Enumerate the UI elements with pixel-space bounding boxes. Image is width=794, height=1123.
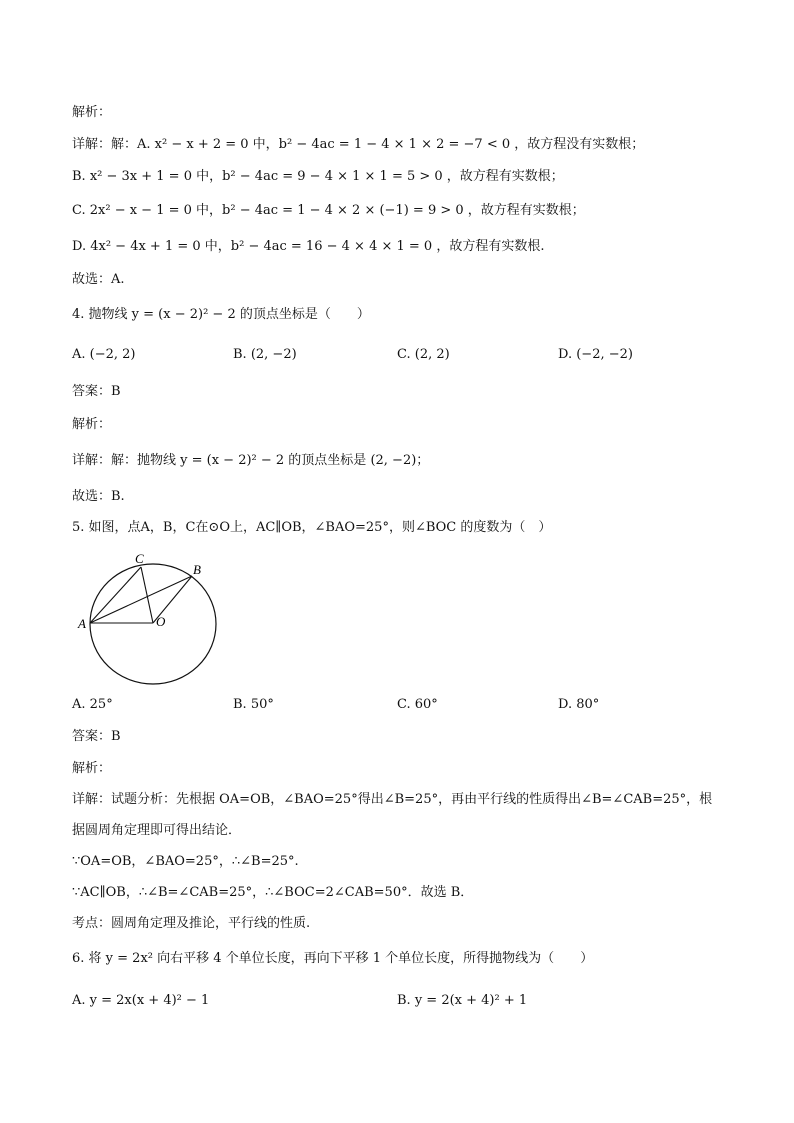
q4-detail: 详解：解：抛物线 y = (x − 2)² − 2 的顶点坐标是 (2, −2)； xyxy=(72,453,430,468)
q5-option-d: D. 80° xyxy=(558,697,600,712)
q3-detail-a: 详解：解：A. x² − x + 2 = 0 中，b² − 4ac = 1 − 4 × 1 × 2 = −7 < 0 ，故方程没有实数根； xyxy=(72,137,645,152)
q5-option-a: A. 25° xyxy=(72,697,113,712)
q4-question: 4. 抛物线 y = (x − 2)² − 2 的顶点坐标是（ ） xyxy=(72,307,370,322)
q5-answer: 答案：B xyxy=(72,729,121,744)
q5-detail-line2: 据圆周角定理即可得出结论． xyxy=(72,823,242,838)
q3-detail-d: D. 4x² − 4x + 1 = 0 中，b² − 4ac = 16 − 4 × 4 × 1 = 0 ，故方程有实数根. xyxy=(72,239,545,254)
q4-option-d: D. (−2, −2) xyxy=(558,347,633,362)
label-a: A xyxy=(78,616,86,631)
q3-detail-b: B. x² − 3x + 1 = 0 中，b² − 4ac = 9 − 4 × 1 × 1 = 5 > 0 ，故方程有实数根； xyxy=(72,169,564,184)
q4-option-c: C. (2, 2) xyxy=(397,347,450,362)
q5-option-b: B. 50° xyxy=(233,697,274,712)
q3-detail-c: C. 2x² − x − 1 = 0 中，b² − 4ac = 1 − 4 × 2 × (−1) = 9 > 0 ，故方程有实数根； xyxy=(72,203,585,218)
q3-choice: 故选：A. xyxy=(72,272,125,287)
label-c: C xyxy=(135,551,144,566)
q5-step2: ∵AC∥OB，∴∠B=∠CAB=25°，∴∠BOC=2∠CAB=50°．故选 B． xyxy=(72,885,474,900)
q6-option-a: A. y = 2x(x + 4)² − 1 xyxy=(72,993,210,1008)
label-o: O xyxy=(156,614,166,629)
q6-option-b: B. y = 2(x + 4)² + 1 xyxy=(397,993,528,1008)
circle-figure xyxy=(72,550,232,690)
q4-option-a: A. (−2, 2) xyxy=(72,347,136,362)
q5-question: 5. 如图，点A，B，C在⊙O上，AC∥OB，∠BAO=25°，则∠BOC 的度数为（ ） xyxy=(72,520,552,535)
q4-analysis-label: 解析： xyxy=(72,417,112,432)
circle-o xyxy=(90,564,216,684)
q6-question: 6. 将 y = 2x² 向右平移 4 个单位长度，再向下平移 1 个单位长度，所得抛物线为（ ） xyxy=(72,951,594,966)
q4-option-b: B. (2, −2) xyxy=(233,347,297,362)
label-b: B xyxy=(193,562,201,577)
q5-analysis-label: 解析： xyxy=(72,761,112,776)
q4-answer: 答案：B xyxy=(72,384,121,399)
segment-ab xyxy=(90,576,192,623)
q5-detail-line1: 详解：试题分析：先根据 OA=OB，∠BAO=25°得出∠B=25°，再由平行线的性质得出∠B=∠CAB=25°，根 xyxy=(72,792,713,807)
q5-option-c: C. 60° xyxy=(397,697,438,712)
q5-kaodian: 考点：圆周角定理及推论，平行线的性质. xyxy=(72,916,311,931)
q3-analysis-label: 解析： xyxy=(72,105,112,120)
q4-choice: 故选：B. xyxy=(72,489,125,504)
q5-step1: ∵OA=OB，∠BAO=25°，∴∠B=25°. xyxy=(72,854,299,869)
